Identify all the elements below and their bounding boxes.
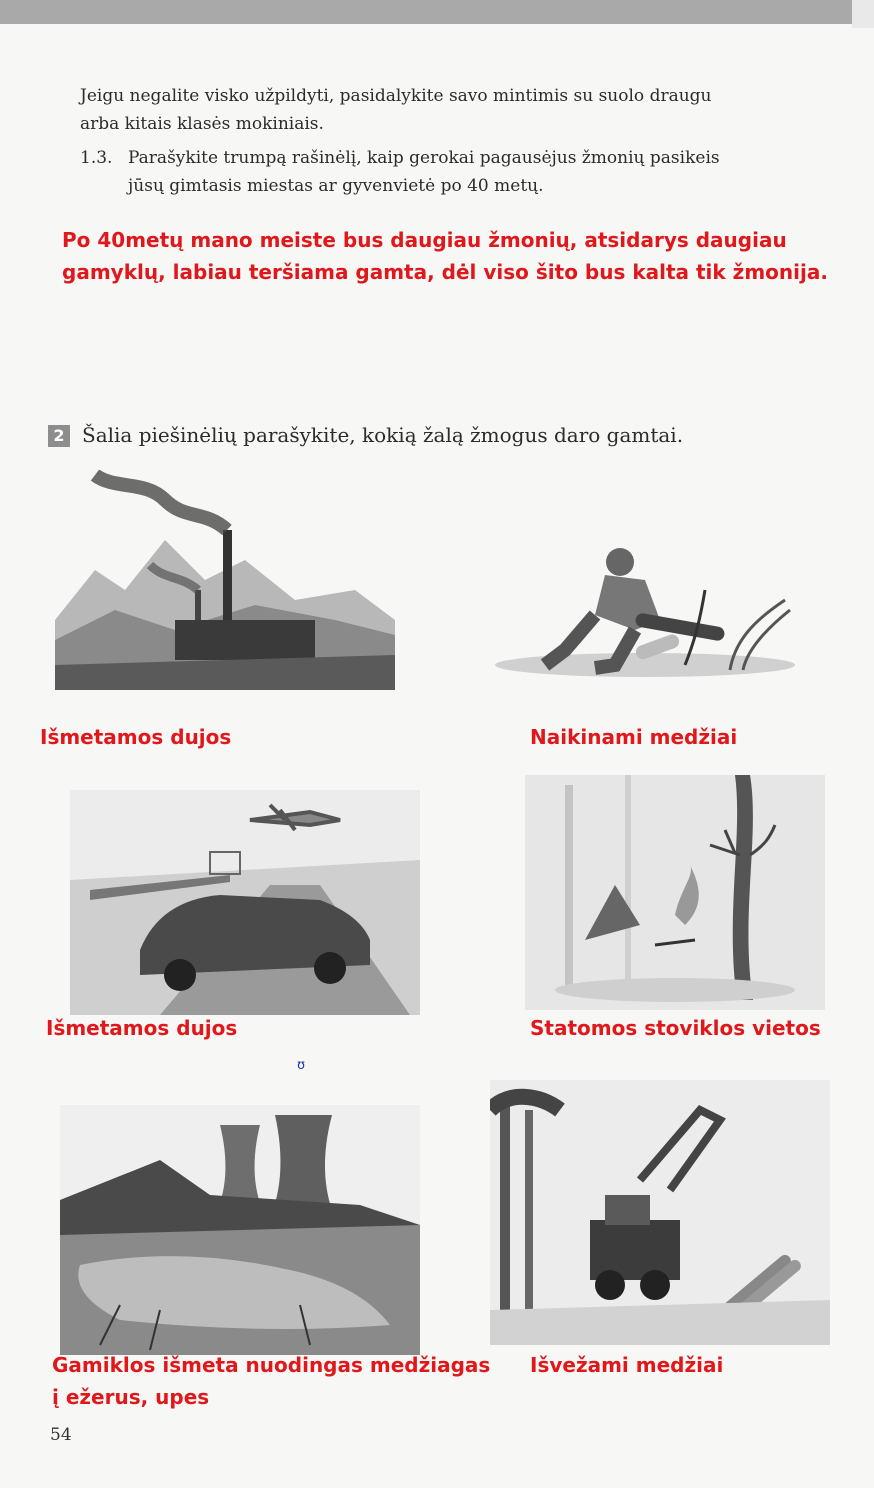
camping-illustration [525,775,825,1010]
page-number: 54 [50,1425,72,1445]
transport-illustration [70,790,420,1015]
nuclear-plant-illustration [60,1105,420,1355]
factory-smoke-illustration [55,470,395,690]
task-1-3-line-2: jūsų gimtasis miestas ar gyvenvietė po 40 metų. [128,176,544,196]
label-harvester: Išvežami medžiai [530,1353,724,1377]
top-scan-edge [852,0,874,28]
answer-1-3-line-1: Po 40metų mano meiste bus daugiau žmonių, atsidarys daugiau [62,228,787,252]
label-factory: Išmetamos dujos [40,725,232,749]
top-scan-bar [0,0,874,24]
label-logger: Naikinami medžiai [530,725,738,749]
answer-1-3-line-2: gamyklų, labiau teršiama gamta, dėl viso šito bus kalta tik žmonija. [62,260,828,284]
intro-line-1: Jeigu negalite visko užpildyti, pasidalykite savo mintimis su suolo draugu [80,86,712,106]
label-camping: Statomos stoviklos vietos [530,1016,821,1040]
task-1-3-number: 1.3. [80,148,113,168]
task-2-number: 2 [48,425,70,447]
label-transport: Išmetamos dujos [46,1016,238,1040]
label-nuclear-line-1: Gamiklos išmeta nuodingas medžiagas [52,1353,491,1377]
logger-illustration [485,540,805,680]
task-1-3-line-1: Parašykite trumpą rašinėlį, kaip gerokai pagausėjus žmonių pasikeis [128,148,720,168]
harvester-illustration [490,1080,830,1345]
intro-line-2: arba kitais klasės mokiniais. [80,114,324,134]
task-2-instruction: Šalia piešinėlių parašykite, kokią žalą žmogus daro gamtai. [82,423,684,447]
stray-pen-mark: ʊ [297,1058,306,1073]
label-nuclear-line-2: į ežerus, upes [52,1385,210,1409]
